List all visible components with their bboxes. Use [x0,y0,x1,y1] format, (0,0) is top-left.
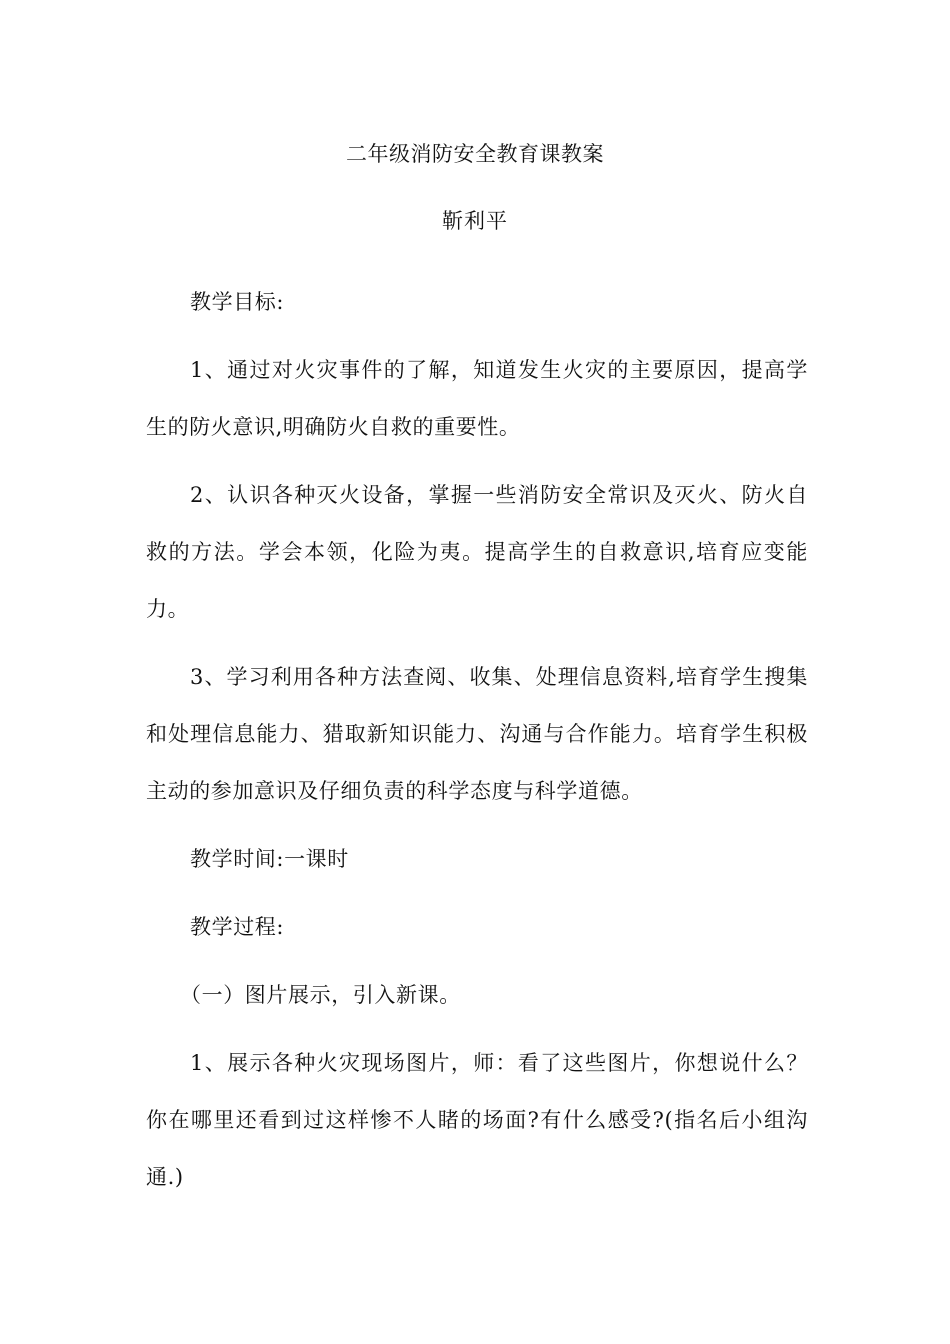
process-step-1: 1、展示各种火灾现场图片，师：看了这些图片，你想说什么？你在哪里还看到过这样惨不人睹的场面?有什么感受?(指名后小组沟通.) [146,1051,808,1189]
objective-item-3: 3、学习利用各种方法查阅、收集、处理信息资料,培育学生搜集和处理信息能力、猎取新知识能力、沟通与合作能力。培育学生积极主动的参加意识及仔细负责的科学态度与科学道德。 [146,665,808,803]
section-heading-objectives: 教学目标: [190,290,285,314]
document-author: 靳利平 [442,209,508,233]
document-title: 二年级消防安全教育课教案 [346,142,604,166]
process-subheading-1: （一）图片展示，引入新课。 [180,983,461,1007]
objective-item-2: 2、认识各种灭火设备，掌握一些消防安全常识及灭火、防火自救的方法。学会本领，化险为夷。提高学生的自救意识,培育应变能力。 [146,483,808,621]
document-body [146,274,808,1217]
objective-item-1: 1、通过对火灾事件的了解，知道发生火灾的主要原因，提高学生的防火意识,明确防火自救的重要性。 [146,358,808,439]
section-heading-time: 教学时间:一课时 [190,847,349,871]
section-heading-process: 教学过程: [190,915,285,939]
